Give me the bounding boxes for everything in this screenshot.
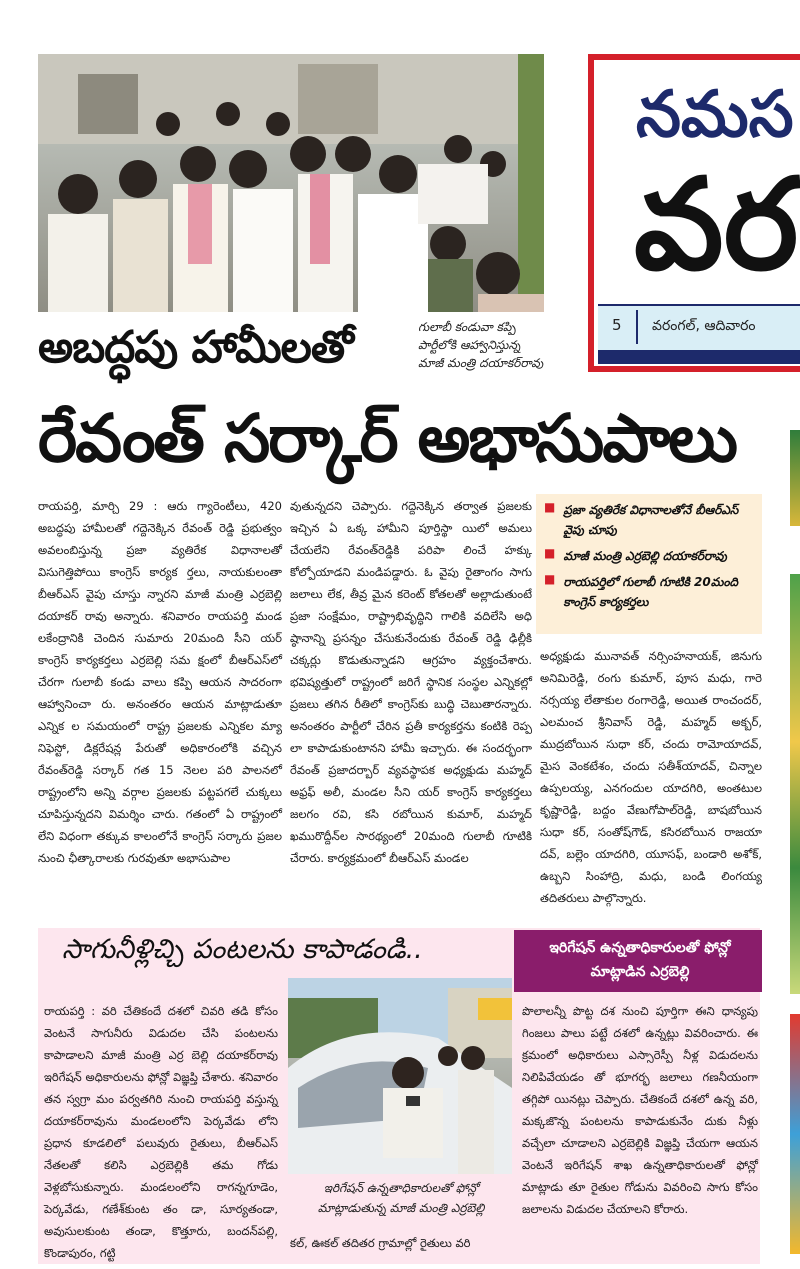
adjacent-clipping-3 — [790, 1014, 800, 1254]
page-number: 5 — [612, 316, 622, 334]
photo-caption-top: గులాబీ కండువా కప్పి పార్టీలోకి ఆహ్వానిస్తున్న మాజీ మంత్రి దయాకర్‌రావు — [418, 320, 544, 370]
highlight-item — [544, 572, 754, 612]
photo-minister-phone — [288, 978, 512, 1174]
story2-column-2: పొలాలన్నీ పొట్ట దశ నుంచి పూర్తిగా ఈని ధాన్యపు గింజలు పాలు పట్టే దశలో ఉన్నట్లు వివరించారు. ఈ క్రమంలో అధికారులు ఎస్సారెస్పీ నీళ్ల విడుదలను నిలిపివేయడం తో భూగర్భ జలాలు గణనీయంగా తగ్గిపో యినట్లు చెప్పారు. చేతికందే దశలో ఉన్న వరి, మక్కజొన్న పంటలను కాపాడుకునేం దుకు నీళ్లు వచ్చేలా చూడాలని ఎర్రబెల్లికి విజ్ఞప్తి చేయగా ఆయన వెంటనే ఇరిగేషన్ శాఖ ఉన్నతాధికారులతో ఫోన్లో మాట్లాడు తూ రైతుల గోడును వివరించి సాగు కోసం జలాలను విడుదల చేయాలని కోరారు. — [522, 1004, 758, 1216]
article-column-2: వుతున్నదని చెప్పారు. గద్దెనెక్కిన తర్వాత ప్రజలకు ఇచ్చిన ఏ ఒక్క హామీని పూర్తిస్థా యిలో అమలు చేయలేని రేవంత్‌రెడ్డికి పరిపా లించే హక్కు కోల్పోయాడని మండిపడ్డారు. ఓ వైపు రైతాంగం సాగు జలాలు లేక, తీవ్ర మైన కరెంట్ కోతలతో అల్లాడుతుంటే ప్రజా సంక్షేమం, రాష్ట్రాభివృద్ధిని గాలికి వదిలేసి అధి ష్ఠానాన్ని ప్రసన్నం చేసుకునేందుకు రేవంత్ రెడ్డి ఢిల్లీకి చక్కర్లు కొడుతున్నాడని ఆగ్రహం వ్యక్తంచేశారు. భవిష్యత్తులో రాష్ట్రంలో జరిగే స్థానిక సంస్థల ఎన్నికల్లో ప్రజలు తగిన రీతిలో కాంగ్రెస్‌కు బుద్ధి చెబుతారన్నారు. అనంతరం పార్టీలో చేరిన ప్రతీ కార్యకర్తను కంటికి రెప్ప లా కాపాడుకుంటానని హామీ ఇచ్చారు. ఈ సందర్భంగా రేవంత్ ప్రజాదర్బార్ వ్యవస్థాపక అధ్యక్షుడు మహ్మద్ అఫ్రఫ్ అలీ, మండల సీని యర్ కాంగ్రెస్ కార్యకర్తలు జలగం రవి, కసి రబోయిన కుమార్, మహ్మద్ ఖమురొద్దీన్‌ల సారథ్యంలో 20మంది గులాబీ గూటికి చేరారు. కార్యక్రమంలో బీఆర్ఎస్ మండల — [290, 499, 532, 865]
headline-main: రేవంత్ సర్కార్ అభాసుపాలు — [38, 400, 736, 477]
masthead-date: వరంగల్, ఆదివారం — [652, 318, 756, 334]
bullet-square-icon: ■ — [544, 546, 556, 560]
story2-tag: ఇరిగేషన్ ఉన్నతాధికారులతో ఫోన్లో మాట్లాడిన ఎర్రబెల్లి — [549, 940, 731, 980]
masthead-title-line2: వర — [634, 151, 799, 298]
adjacent-clipping-2 — [790, 574, 800, 994]
article-column-3: అధ్యక్షుడు మునావత్ నర్సింహనాయక్, జినుగు అనిమిరెడ్డి, రంగు కుమార్, పూస మధు, గారె నర్సయ్య లేతాకుల రంగారెడ్డి, అయిత రాంచందర్, ఎలమంచ శ్రీనివాస్ రెడ్డి, మహ్మద్ అక్బర్, ముద్రబోయిన సుధా కర్, చందు రామోయాదవ్, మైస వెంకటేశం, చందు సతీశ్‌యాదవ్, చిన్నాల ఉప్పలయ్య, ఎనగందుల యాదగిరి, అంతటుల కృష్ణారెడ్డి, బద్దం వేణుగోపాల్‌రెడ్డి, బాషబోయిన సుధా కర్, సంతోష్‌గౌడ్, కసిరబోయిన రాజయా దవ్, బల్లెం యాదగిరి, యూసఫ్, బండారి అశోక్, ఉబ్బని సింహాద్రి, మధు, బండి లింగయ్య తదితరులు పాల్గొన్నారు. — [540, 649, 762, 905]
article-column-1: రాయపర్తి, మార్చి 29 : ఆరు గ్యారెంటీలు, 420 అబద్ధపు హామీలతో గద్దెనెక్కిన రేవంత్ రెడ్డి ప్రభుత్వం అవలంబిస్తున్న ప్రజా వ్యతిరేక విధానాలతో విసుగెత్తిపోయి కాంగ్రెస్ కార్యక ర్తలు, నాయకులంతా బీఆర్ఎస్ వైపు చూస్తు న్నారని మాజీ మంత్రి ఎర్రబెల్లి దయాకర్ రావు అన్నారు. శనివారం రాయపర్తి మండ లకేంద్రానికి చెందిన సుమారు 20మంది సీని యర్ కాంగ్రెస్ కార్యకర్తలు ఎర్రబెల్లి సమ క్షంలో బీఆర్ఎస్‌లో చేరగా గులాబీ కండు వాలు కప్పి ఆయన సాదరంగా ఆహ్వానించా రు. అనంతరం ఆయన మాట్లాడుతూ ఎన్నిక ల సమయంలో రాష్ట్ర ప్రజలకు ఎన్నికల మ్యా నిఫెస్టో, డిక్లరేషన్ల పేరుతో అధికారంలోకి వచ్చిన రేవంత్‌రెడ్డి సర్కార్ గత 15 నెలల పరి పాలనలో రాష్ట్రంలోని అన్ని వర్గాల ప్రజలకు పట్టపగలే చుక్కలు చూపిస్తున్నదని విమర్శిం చారు. గతంలో ఏ రాష్ట్రంలో లేని విధంగా తక్కువ కాలంలోనే కాంగ్రెస్ సర్కారు ప్రజల నుంచి ఛీత్కారాలకు గురవుతూ అభాసుపాల — [38, 499, 282, 865]
story2-column-1-cont: కల్, ఊకల్ తదితర గ్రామాల్లో రైతులు వరి — [290, 1236, 471, 1250]
headline-primary: అబద్ధపు హామీలతో — [38, 322, 353, 373]
highlight-text: మాజీ మంత్రి ఎర్రబెల్లి దయాకర్‌రావు — [563, 549, 727, 563]
photo-group-illustration — [38, 54, 544, 312]
masthead-bottom-band — [598, 350, 800, 364]
highlight-item — [544, 500, 754, 540]
highlight-item — [544, 546, 754, 566]
bullet-square-icon: ■ — [544, 500, 556, 514]
masthead-title-line1: నమస — [636, 78, 794, 152]
highlight-text: ప్రజా వ్యతిరేక విధానాలతోనే బీఆర్ఎస్ వైపు చూపు — [563, 503, 739, 537]
story2-headline: సాగునీళ్లిచ్చి పంటలను కాపాడండి.. — [62, 934, 423, 965]
highlights-box — [536, 494, 762, 634]
story2-column-1: రాయపర్తి : వరి చేతికందే దశలో చివరి తడి కోసం వెంటనే సాగునీరు విడుదల చేసి పంటలను కాపాడాలని మాజీ మంత్రి ఎర్ర బెల్లి దయాకర్‌రావు ఇరిగేషన్ అధికారులను ఫోన్లో విజ్ఞప్తి చేశారు. శనివారం తన స్వగ్రా మం పర్వతగిరి నుంచి రాయపర్తి వస్తున్న దయాకర్‌రావును మండలంలోని పెర్కవేడు లోని ప్రధాన కూడలిలో పలువురు రైతులు, బీఆర్ఎస్ నేతలతో కలిసి ఎర్రబెల్లికి తమ గోడు వెళ్లబోసుకున్నారు. మండలంలోని రాగన్నగూడెం, పెర్కవేడు, గణేశ్‌కుంట తం డా, సూర్యతండా, అవుసులకుంట తండా, కొత్తూరు, బందన్‌పల్లి, కొండాపురం, గట్టి — [44, 1004, 278, 1260]
highlight-text: రాయపర్తిలో గులాబీ గూటికి 20మంది కాంగ్రెస్ కార్యకర్తలు — [563, 575, 739, 609]
masthead-separator — [636, 310, 638, 344]
bullet-square-icon: ■ — [544, 572, 556, 586]
photo-caption-story2: ఇరిగేషన్ ఉన్నతాధికారులతో ఫోన్లో మాట్లాడుతున్న మాజీ మంత్రి ఎర్రబెల్లి — [317, 1181, 485, 1215]
photo-minister-illustration — [288, 978, 512, 1174]
photo-group-joining — [38, 54, 544, 312]
adjacent-clipping-1 — [790, 430, 800, 526]
